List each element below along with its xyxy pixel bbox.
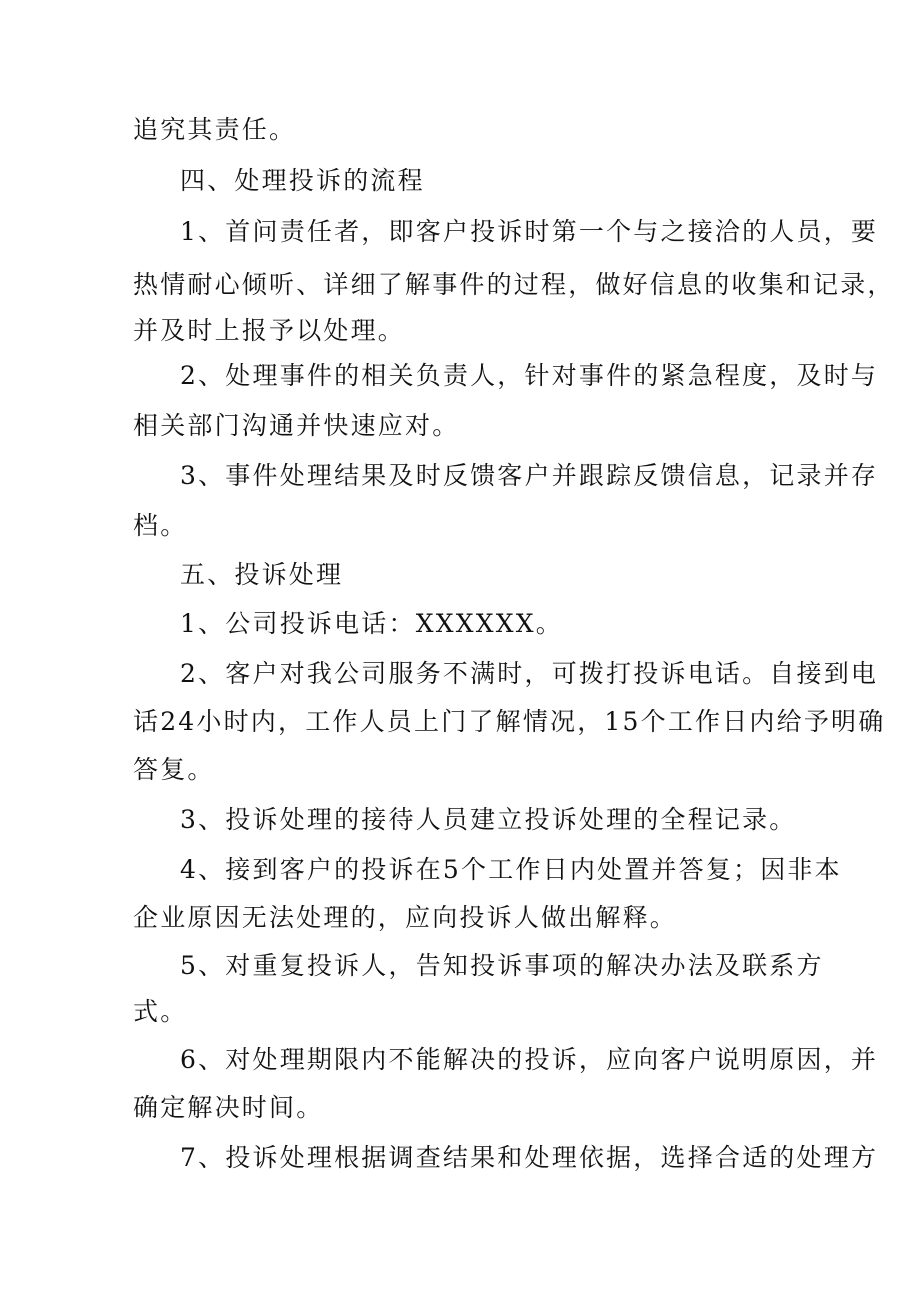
text-line: 3、事件处理结果及时反馈客户并跟踪反馈信息，记录并存 — [180, 461, 879, 490]
text-line: 7、投诉处理根据调查结果和处理依据，选择合适的处理方 — [180, 1143, 879, 1172]
text-line: 1、首问责任者，即客户投诉时第一个与之接洽的人员，要 — [180, 217, 879, 246]
text-line: 2、处理事件的相关负责人，针对事件的紧急程度，及时与 — [180, 361, 879, 390]
text-line: 5、对重复投诉人，告知投诉事项的解决办法及联系方 — [180, 951, 824, 980]
text-line: 追究其责任。 — [133, 115, 297, 144]
text-line: 3、投诉处理的接待人员建立投诉处理的全程记录。 — [180, 805, 797, 834]
text-line: 确定解决时间。 — [133, 1093, 324, 1122]
text-line: 2、客户对我公司服务不满时，可拨打投诉电话。自接到电 — [180, 659, 879, 688]
text-line: 相关部门沟通并快速应对。 — [133, 411, 460, 440]
section-heading: 五、投诉处理 — [180, 560, 344, 589]
text-line: 答复。 — [133, 755, 215, 784]
text-line: 4、接到客户的投诉在5个工作日内处置并答复；因非本 — [180, 855, 842, 884]
text-line: 1、公司投诉电话：XXXXXX。 — [180, 609, 563, 638]
text-line: 6、对处理期限内不能解决的投诉，应向客户说明原因，并 — [180, 1045, 879, 1074]
text-line: 档。 — [133, 511, 188, 540]
text-line: 式。 — [133, 997, 188, 1026]
text-line: 热情耐心倾听、详细了解事件的过程，做好信息的收集和记录， — [133, 270, 895, 299]
text-line: 话24小时内，工作人员上门了解情况，15个工作日内给予明确 — [133, 707, 886, 736]
text-line: 并及时上报予以处理。 — [133, 316, 406, 345]
text-line: 企业原因无法处理的，应向投诉人做出解释。 — [133, 903, 678, 932]
section-heading: 四、处理投诉的流程 — [180, 166, 425, 195]
